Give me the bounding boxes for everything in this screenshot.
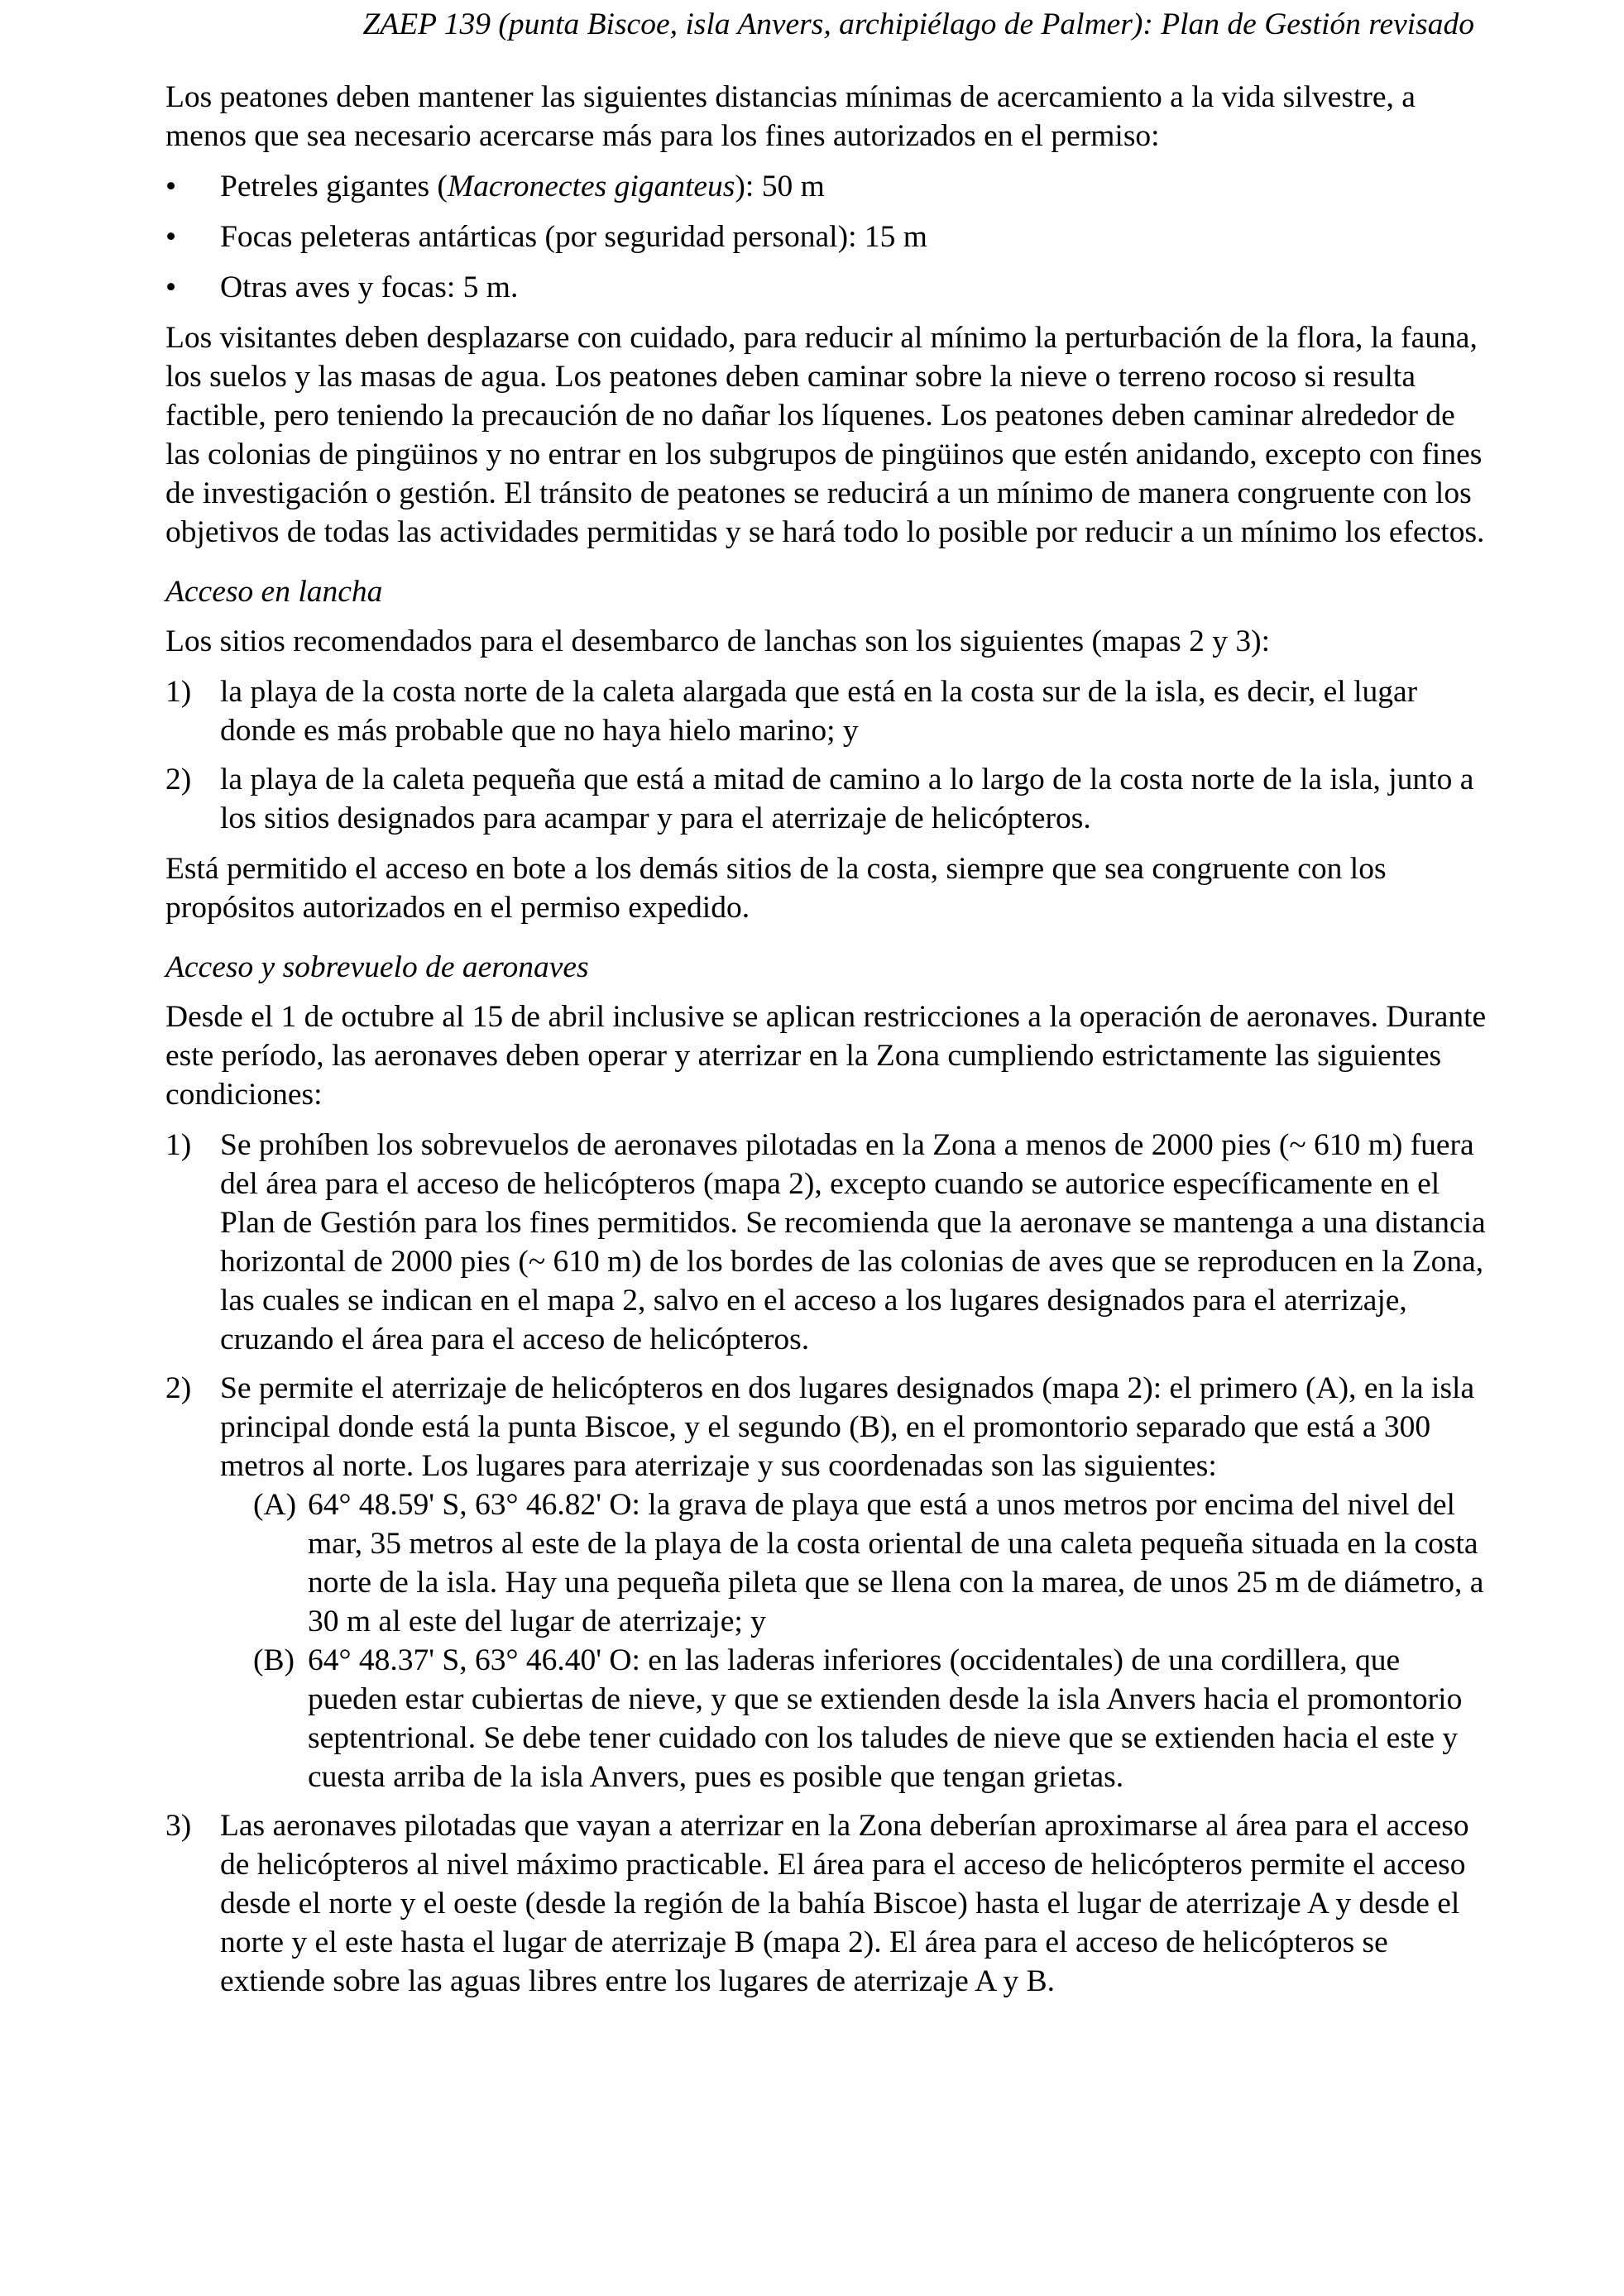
bullet-icon: • xyxy=(165,270,177,304)
list-item-number: 3) xyxy=(165,1809,192,1843)
bullet-item-text: Focas peleteras antárticas (por seguridad personal): 15 m xyxy=(220,220,927,254)
bullet-item-text: Otras aves y focas: 5 m. xyxy=(220,270,519,304)
list-item-text: Las aeronaves pilotadas que vayan a aterrizar en la Zona deberían aproximarse al área para el acceso de helicópteros al nivel máximo practicable. El área para el acceso de helicópteros permite el acceso desde el norte y el oeste (desde la región de la bahía Biscoe) hasta el lugar de aterrizaje A y desde el norte y el este hasta el lugar de aterrizaje B (mapa 2). El área para el acceso de helicópteros se extiende sobre las aguas libres entre los lugares de aterrizaje A y B. xyxy=(220,1809,1469,1998)
list-item xyxy=(165,1369,1489,1796)
list-item-text: Se prohíben los sobrevuelos de aeronaves pilotadas en la Zona a menos de 2000 pies (~ 610 m) fuera del área para el acceso de helicópteros (mapa 2), excepto cuando se autorice específicamente en el Plan de Gestión para los fines permitidos. Se recomienda que la aeronave se mantenga a una distancia horizontal de 2000 pies (~ 610 m) de los bordes de las colonias de aves que se reproducen en la Zona, las cuales se indican en el mapa 2, salvo en el acceso a los lugares designados para el aterrizaje, cruzando el área para el acceso de helicópteros. xyxy=(220,1128,1486,1356)
boat-outro-paragraph: Está permitido el acceso en bote a los demás sitios de la costa, siempre que sea congruente con los propósitos autorizados en el permiso expedido. xyxy=(165,852,1387,925)
list-item-number: 2) xyxy=(165,1371,192,1405)
list-item-text: la playa de la caleta pequeña que está a mitad de camino a lo largo de la costa norte de la isla, junto a los sitios designados para acampar y para el aterrizaje de helicópteros. xyxy=(220,763,1474,835)
section-heading-aircraft-access: Acceso y sobrevuelo de aeronaves xyxy=(165,950,589,984)
list-item-text: la playa de la costa norte de la caleta alargada que está en la costa sur de la isla, es decir, el lugar donde es más probable que no haya hielo marino; y xyxy=(220,675,1418,748)
visitors-paragraph: Los visitantes deben desplazarse con cuidado, para reducir al mínimo la perturbación de la flora, la fauna, los suelos y las masas de agua. Los peatones deben caminar sobre la nieve o terreno rocoso si resulta factible, pero teniendo la precaución de no dañar los líquenes. Los peatones deben caminar alrededor de las colonias de pingüinos y no entrar en los subgrupos de pingüinos que estén anidando, excepto con fines de investigación o gestión. El tránsito de peatones se reducirá a un mínimo de manera congruente con los objetivos de todas las actividades permitidas y se hará todo lo posible por reducir a un mínimo los efectos. xyxy=(165,321,1485,549)
bullet-item-other-birds-seals xyxy=(165,268,1489,307)
distance-bullet-list xyxy=(165,167,1489,307)
boat-intro-paragraph: Los sitios recomendados para el desembarco de lanchas son los siguientes (mapas 2 y 3): xyxy=(165,624,1271,658)
bullet-icon: • xyxy=(165,220,177,254)
sublist-item xyxy=(220,1485,1489,1641)
landing-sites-sublist xyxy=(220,1485,1489,1796)
bullet-item-giant-petrels xyxy=(165,167,1489,206)
list-item-number: 2) xyxy=(165,763,192,796)
sublist-item xyxy=(220,1641,1489,1796)
pedestrian-intro-paragraph: Los peatones deben mantener las siguientes distancias mínimas de acercamiento a la vida silvestre, a menos que sea necesario acercarse más para los fines autorizados en el permiso: xyxy=(165,80,1416,153)
boat-landing-list xyxy=(165,672,1489,838)
document-body xyxy=(165,78,1489,2012)
section-heading-boat-access: Acceso en lancha xyxy=(165,575,383,609)
list-item xyxy=(165,760,1489,838)
bullet-item-text-post: ): 50 m xyxy=(735,170,825,203)
list-item-number: 1) xyxy=(165,1128,192,1162)
list-item xyxy=(165,672,1489,750)
list-item-text: Se permite el aterrizaje de helicópteros en dos lugares designados (mapa 2): el primero (A), en la isla principal donde está la punta Biscoe, y el segundo (B), en el promontorio separado que está a 300 metros al norte. Los lugares para aterrizaje y sus coordenadas son las siguientes: xyxy=(220,1371,1475,1483)
bullet-item-text-pre: Petreles gigantes ( xyxy=(220,170,448,203)
sublist-item-text: 64° 48.37' S, 63° 46.40' O: en las laderas inferiores (occidentales) de una cordillera, que pueden estar cubiertas de nieve, y que se extienden desde la isla Anvers hacia el promontorio septentrional. Se debe tener cuidado con los taludes de nieve que se extienden hacia el este y cuesta arriba de la isla Anvers, pues es posible que tengan grietas. xyxy=(308,1643,1463,1794)
bullet-icon: • xyxy=(165,170,177,203)
list-item xyxy=(165,1126,1489,1359)
aircraft-intro-paragraph: Desde el 1 de octubre al 15 de abril inclusive se aplican restricciones a la operación de aeronaves. Durante este período, las aeronaves deben operar y aterrizar en la Zona cumpliendo estrictamente las siguientes condiciones: xyxy=(165,1000,1487,1112)
running-header: ZAEP 139 (punta Biscoe, isla Anvers, archipiélago de Palmer): Plan de Gestión revisado xyxy=(362,7,1474,41)
species-name-italic: Macronectes giganteus xyxy=(447,170,735,203)
sublist-item-text: 64° 48.59' S, 63° 46.82' O: la grava de playa que está a unos metros por encima del nivel del mar, 35 metros al este de la playa de la costa oriental de una caleta pequeña situada en la costa norte de la isla. Hay una pequeña pileta que se llena con la marea, de unos 25 m de diámetro, a 30 m al este del lugar de aterrizaje; y xyxy=(308,1488,1484,1638)
list-item-number: 1) xyxy=(165,675,192,709)
list-item xyxy=(165,1806,1489,2001)
aircraft-conditions-list xyxy=(165,1126,1489,2001)
sublist-item-label: (A) xyxy=(253,1488,297,1522)
sublist-item-label: (B) xyxy=(253,1643,295,1677)
bullet-item-fur-seals xyxy=(165,218,1489,256)
